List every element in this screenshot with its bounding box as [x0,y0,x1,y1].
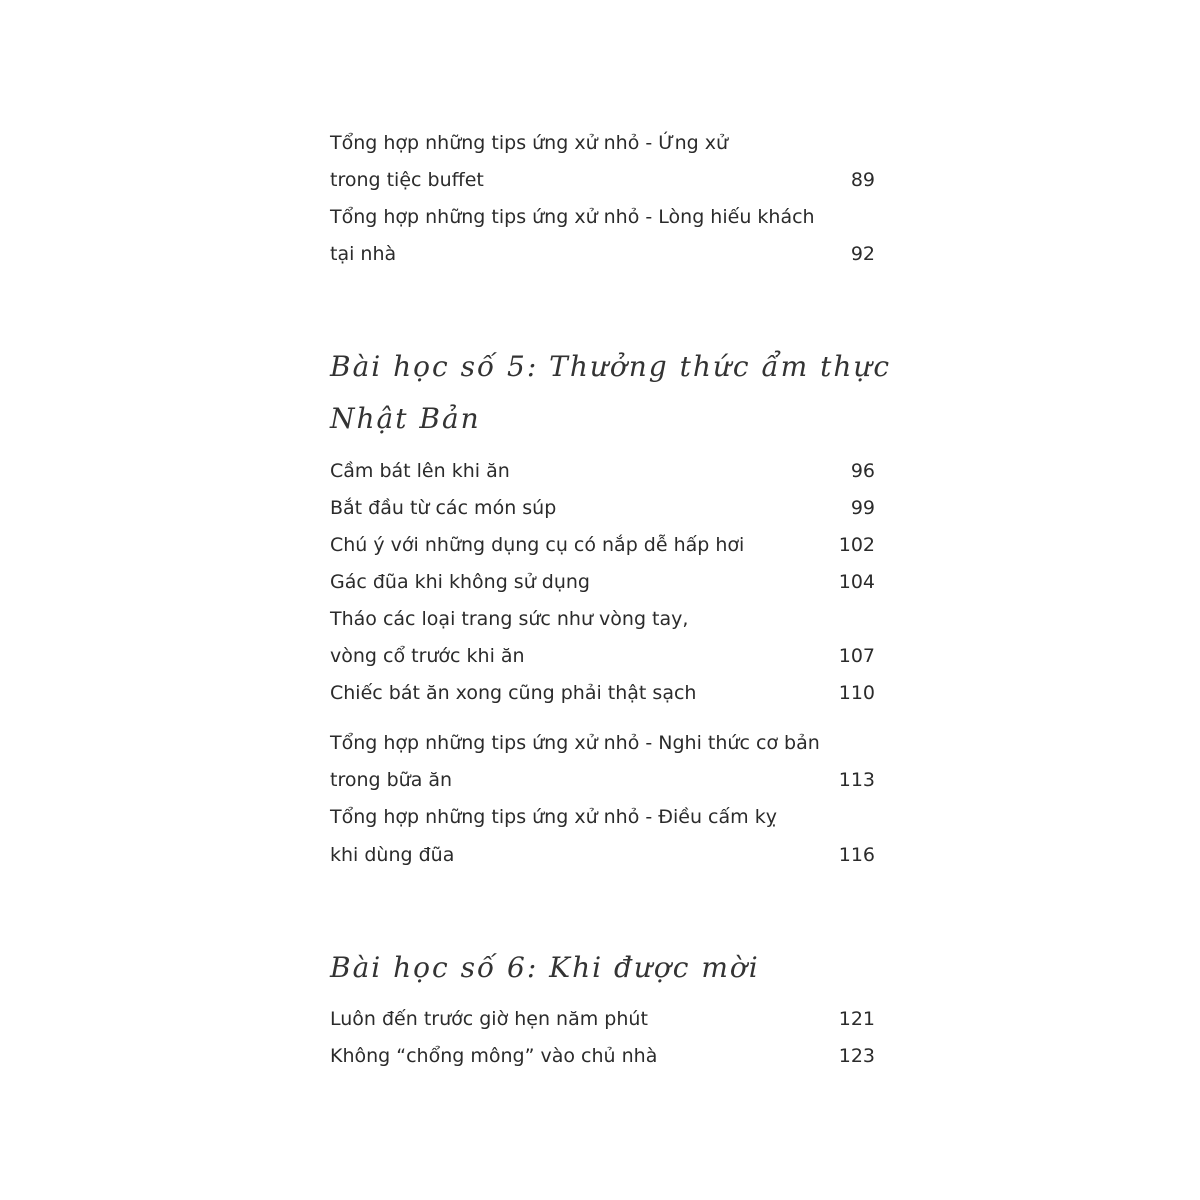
toc-page-number: 113 [838,769,875,791]
toc-entry-title: Tổng hợp những tips ứng xử nhỏ - Điều cấm kỵ [330,806,777,828]
toc-page-number: 102 [838,534,875,556]
toc-entry-line [330,601,875,638]
toc-entry-line [330,1001,875,1038]
toc-entry-line [330,675,875,712]
toc-entry-title: Cầm bát lên khi ăn [330,460,510,482]
toc-page-number: 96 [850,460,875,482]
toc-page-number: 104 [838,571,875,593]
toc-entry-line [330,564,875,601]
toc-entry-title: khi dùng đũa [330,844,455,866]
lesson-5-heading-continued: Nhật Bản [330,402,481,435]
toc-entry-title: Tháo các loại trang sức như vòng tay, [330,608,689,630]
toc-entry-title: Luôn đến trước giờ hẹn năm phút [330,1008,648,1030]
toc-entry-title: trong bữa ăn [330,769,453,791]
toc-page-number: 123 [838,1045,875,1067]
toc-entry-line [330,762,875,799]
toc-entry-line [330,236,875,273]
toc-page-number: 116 [838,844,875,866]
toc-entry-title: Bắt đầu từ các món súp [330,497,557,519]
toc-entry-title: Tổng hợp những tips ứng xử nhỏ - Lòng hiếu khách [330,206,815,228]
toc-page-number: 110 [838,682,875,704]
toc-entry-title: Chú ý với những dụng cụ có nắp dễ hấp hơi [330,534,745,556]
toc-page-number: 99 [850,497,875,519]
toc-entry-line [330,125,875,162]
toc-entry-line [330,799,875,836]
toc-entry-title: trong tiệc buffet [330,169,484,191]
toc-entry-title: Chiếc bát ăn xong cũng phải thật sạch [330,682,697,704]
toc-entry-line [330,725,875,762]
toc-entry-title: Gác đũa khi không sử dụng [330,571,590,593]
toc-page-number: 89 [850,169,875,191]
toc-entry-title: tại nhà [330,243,397,265]
toc-entry-line [330,199,875,236]
toc-page-number: 121 [838,1008,875,1030]
toc-page-number: 107 [838,645,875,667]
toc-entry-line [330,1038,875,1075]
toc-entry-title: Tổng hợp những tips ứng xử nhỏ - Nghi thức cơ bản [330,732,820,754]
toc-entry-line [330,162,875,199]
toc-entry-line [330,527,875,564]
toc-entry-title: Không “chổng mông” vào chủ nhà [330,1045,658,1067]
toc-page-number: 92 [850,243,875,265]
lesson-5-heading: Bài học số 5: Thưởng thức ẩm thực [330,350,892,383]
lesson-6-heading: Bài học số 6: Khi được mời [330,951,760,984]
toc-entry-line [330,837,875,874]
toc-entry-line [330,638,875,675]
toc-entry-title: Tổng hợp những tips ứng xử nhỏ - Ứng xử [330,132,729,154]
toc-entry-line [330,490,875,527]
toc-entry-line [330,453,875,490]
toc-entry-title: vòng cổ trước khi ăn [330,645,525,667]
